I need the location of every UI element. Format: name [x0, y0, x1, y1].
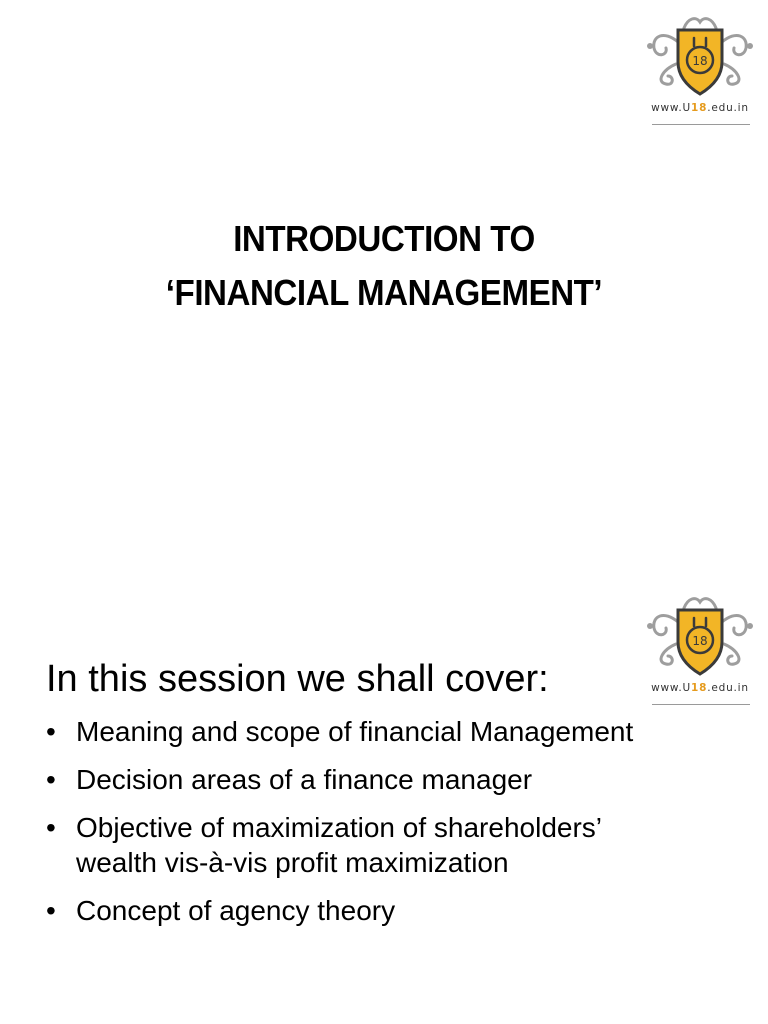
logo-underline	[652, 704, 750, 705]
u18-shield-emblem	[644, 592, 756, 680]
badge-number: 18	[692, 54, 708, 68]
session-heading: In this session we shall cover:	[46, 657, 549, 700]
title-line-2: ‘FINANCIAL MANAGEMENT’	[165, 272, 603, 314]
logo-underline	[652, 124, 750, 125]
badge-number: 18	[692, 634, 708, 648]
list-item: • Objective of maximization of shareholders’ wealth vis-à-vis profit maximization	[46, 810, 726, 880]
u18-logo	[644, 592, 756, 712]
site-url: www.U18.edu.in	[651, 682, 749, 694]
title-line-1: INTRODUCTION TO	[233, 218, 535, 260]
topic-list	[46, 714, 726, 941]
list-item: • Concept of agency theory	[46, 893, 726, 928]
site-url: www.U18.edu.in	[651, 102, 749, 114]
slide-title	[31, 212, 738, 320]
list-item: • Meaning and scope of financial Management	[46, 714, 726, 749]
list-item: • Decision areas of a finance manager	[46, 762, 726, 797]
u18-logo	[644, 12, 756, 132]
session-overview-slide	[0, 512, 768, 1024]
u18-shield-emblem	[644, 12, 756, 100]
